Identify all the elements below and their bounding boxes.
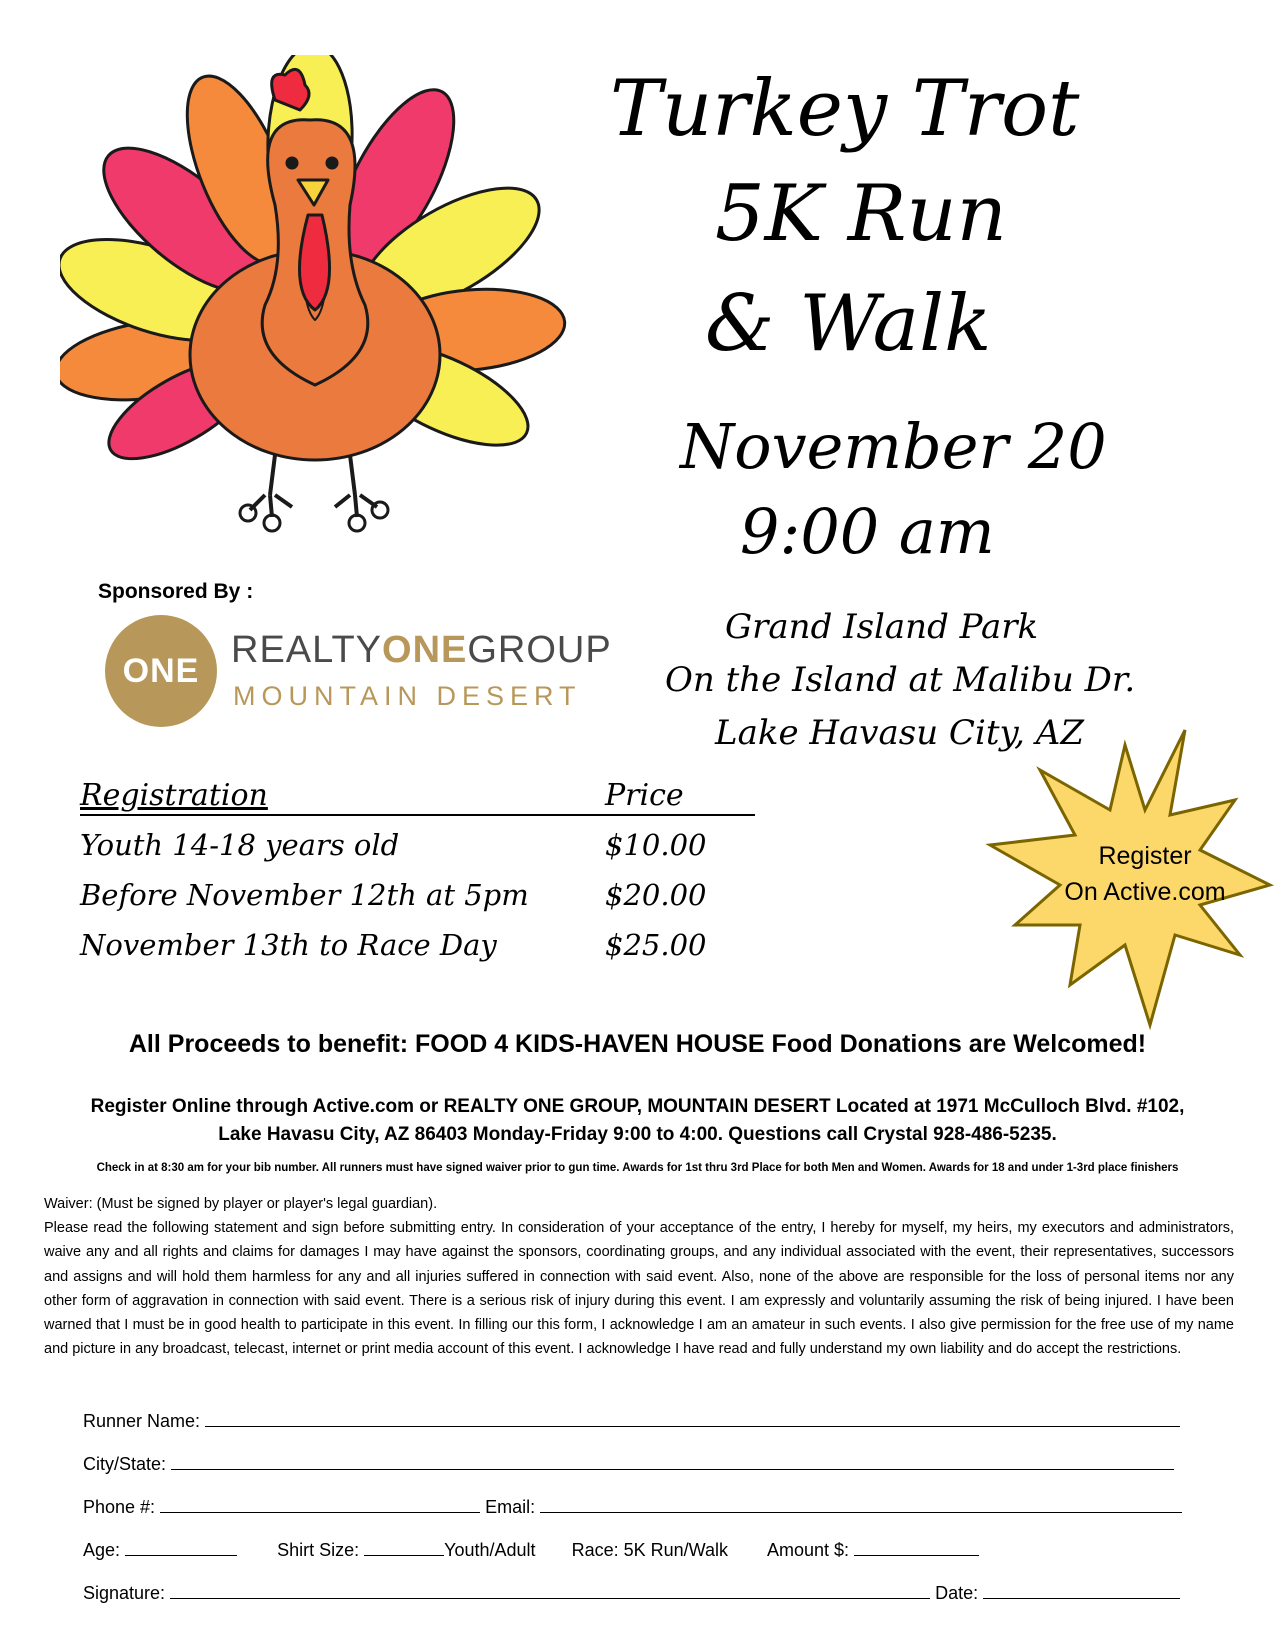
location-line-1: Grand Island Park [725,607,1039,647]
location-line-3: Lake Havasu City, AZ [715,713,1084,753]
register-info-line-2: Lake Havasu City, AZ 86403 Monday-Friday 9:00 to 4:00. Questions call Crystal 928-486-5235. [218,1124,1057,1145]
logo-word-one: ONE [382,629,468,671]
location-line-2: On the Island at Malibu Dr. [665,660,1136,700]
email-label: Email: [485,1497,536,1517]
table-row [80,870,755,920]
register-info-line-1: Register Online through Active.com or REALTY ONE GROUP, MOUNTAIN DESERT Located at 1971 McCulloch Blvd. #102, [90,1096,1185,1117]
signature-field[interactable] [170,1582,930,1599]
phone-label: Phone #: [83,1497,156,1517]
sponsor-logo [105,615,612,730]
race-label: Race: 5K Run/Walk [571,1540,728,1560]
amount-field[interactable] [854,1539,979,1556]
register-line-2: On Active.com [1064,878,1226,906]
registration-row-label: Youth 14-18 years old [80,828,400,862]
turkey-icon [60,55,580,555]
runner-name-label: Runner Name: [83,1411,201,1431]
registration-header-label: Registration [80,778,268,813]
runner-name-row [83,1410,1180,1432]
signature-row [83,1582,1180,1604]
logo-word-group: GROUP [467,629,612,671]
sponsor-logo-mark: ONE [105,615,217,727]
event-time: 9:00 am [740,495,995,568]
shirt-size-field[interactable] [364,1539,444,1556]
phone-field[interactable] [160,1496,480,1513]
amount-label: Amount $: [767,1540,850,1560]
registration-row-price: $10.00 [605,828,707,862]
date-field[interactable] [983,1582,1180,1599]
register-line-1: Register [1098,842,1192,870]
runner-name-field[interactable] [205,1410,1180,1427]
sponsor-logo-name [231,629,612,672]
register-active-link[interactable] [1035,838,1255,910]
sponsor-logo-subtitle: MOUNTAIN DESERT [233,681,582,711]
register-info [40,1093,1235,1149]
waiver-text [44,1192,1234,1361]
title-line-2: 5K Run [715,169,1007,259]
table-row [80,820,755,870]
registration-row-label: November 13th to Race Day [80,928,497,962]
date-label: Date: [935,1583,979,1603]
header-rule [80,814,755,816]
age-field[interactable] [125,1539,237,1556]
registration-header [80,778,755,820]
title-line-3: & Walk [705,279,992,369]
registration-header-price: Price [605,778,684,813]
signature-label: Signature: [83,1583,166,1603]
logo-word-realty: REALTY [231,629,383,671]
table-row [80,920,755,970]
event-date: November 20 [680,410,1107,483]
title-line-1: Turkey Trot [610,64,1080,154]
city-state-label: City/State: [83,1454,167,1474]
phone-email-row [83,1496,1182,1518]
proceeds-statement: All Proceeds to benefit: FOOD 4 KIDS-HAVEN HOUSE Food Donations are Welcomed! [128,1030,1147,1058]
registration-row-label: Before November 12th at 5pm [80,878,529,912]
city-state-row [83,1453,1174,1475]
registration-row-price: $20.00 [605,878,707,912]
email-field[interactable] [540,1496,1182,1513]
registration-table [80,778,755,970]
shirt-size-suffix: Youth/Adult [444,1540,536,1560]
sponsored-by-label: Sponsored By : [98,580,254,603]
registration-row-price: $25.00 [605,928,707,962]
age-label: Age: [83,1540,121,1560]
shirt-size-label: Shirt Size: [277,1540,360,1560]
city-state-field[interactable] [171,1453,1174,1470]
details-row [83,1539,979,1561]
waiver-heading: Waiver: (Must be signed by player or player's legal guardian). [44,1196,438,1212]
waiver-body: Please read the following statement and sign before submitting entry. In consideration of your acceptance of the entry, I hereby for myself, my heirs, my executors and administrators, waive any and all rights and claims for damages I may have against the sponsors, coordinating groups, and any individual associated with the event, their representatives, successors and assigns and will hold them harmless for any and all injuries suffered in connection with said event. Also, none of the above are responsible for the loss of personal items nor any other form of aggravation in connection with said event. There is a serious risk of injury during this event. I am expressly and voluntarily assuming the risk of being injured. I have been warned that I must be in good health to participate in this event. In filling our this form, I acknowledge I am an amateur in such events. I also give permission for the free use of my name and picture in any broadcast, telecast, internet or print media account of this event. I acknowledge I have read and fully understand my own liability and do accept the restrictions. [44,1220,1234,1358]
checkin-note: Check in at 8:30 am for your bib number. All runners must have signed waiver prior to gun time. Awards for 1st thru 3rd Place for both Men and Women. Awards for 18 and under 1-3rd place finishers [96,1162,1179,1174]
